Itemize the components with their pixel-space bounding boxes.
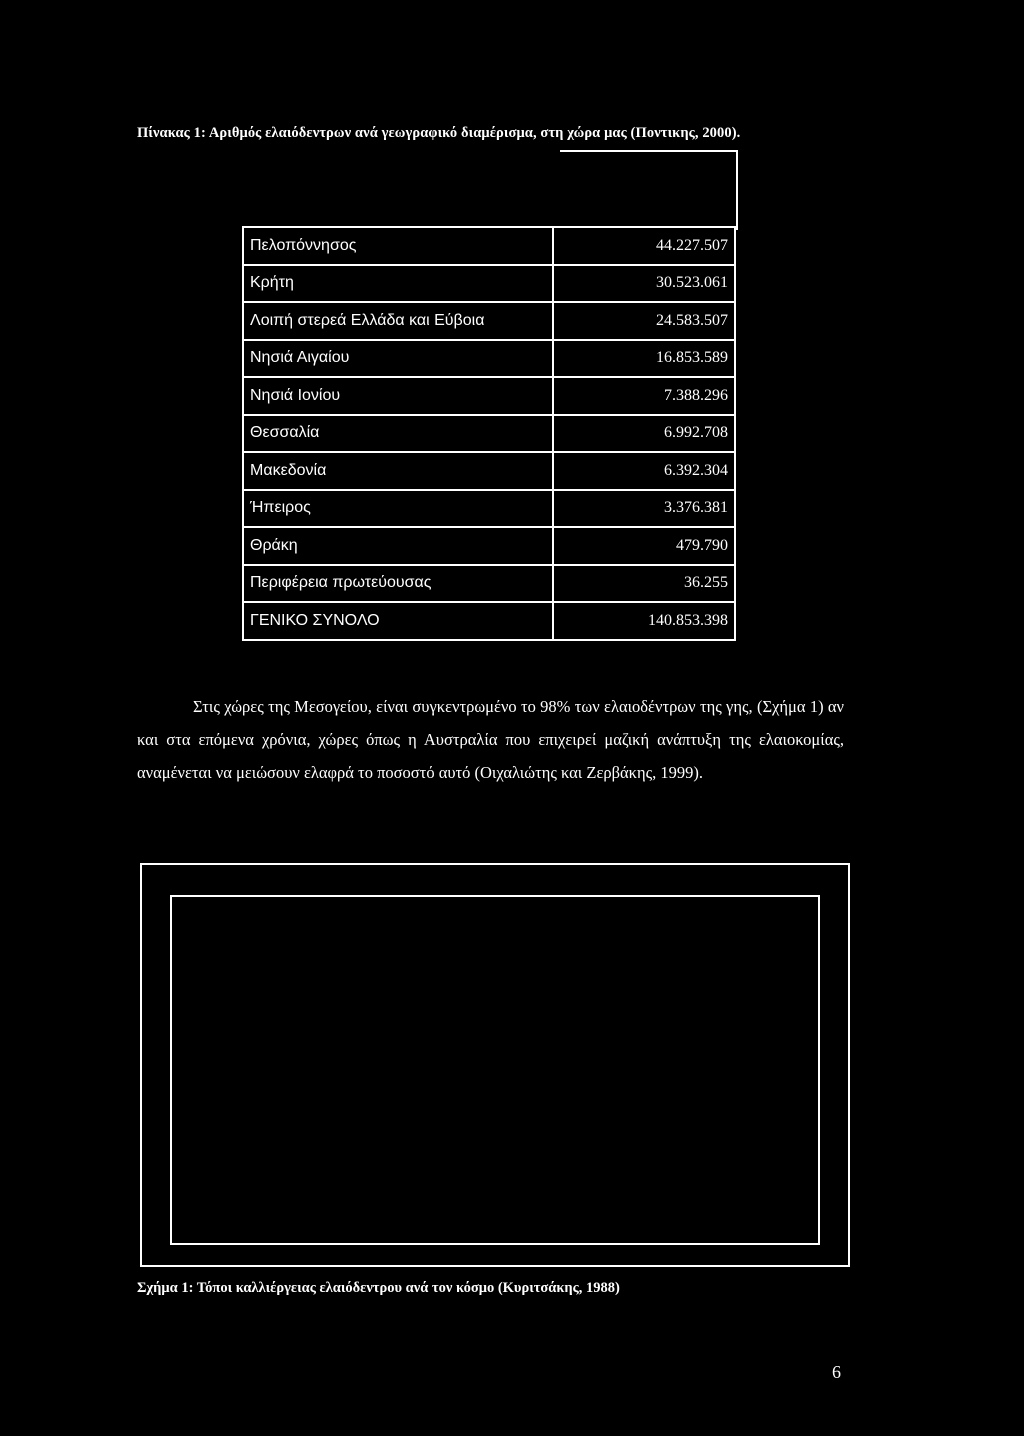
figure-image-placeholder — [170, 895, 820, 1245]
value-cell: 44.227.507 — [553, 227, 735, 265]
region-cell: Κρήτη — [243, 265, 553, 303]
table-row — [243, 265, 735, 303]
region-cell: Θράκη — [243, 527, 553, 565]
olive-trees-table — [242, 226, 736, 641]
value-cell: 24.583.507 — [553, 302, 735, 340]
region-cell: Μακεδονία — [243, 452, 553, 490]
table-caption: Πίνακας 1: Αριθμός ελαιόδεντρων ανά γεωγραφικό διαμέρισμα, στη χώρα μας (Ποντικης, 2000). — [137, 125, 741, 141]
value-cell: 7.388.296 — [553, 377, 735, 415]
table-body — [243, 227, 735, 640]
paragraph-text: Στις χώρες της Μεσογείου, είναι συγκεντρωμένο το 98% των ελαιοδέντρων της γης, (Σχήμα 1) αν και στα επόμενα χρόνια, χώρες όπως η Αυστραλία που επιχειρεί μαζική ανάπτυξη της ελαιοκομίας, αναμένεται να μειώσουν ελαφρά το ποσοστό αυτό (Οιχαλιώτης και Ζερβάκης, 1999). — [137, 697, 844, 782]
value-cell: 16.853.589 — [553, 340, 735, 378]
table-row — [243, 490, 735, 528]
table-row — [243, 565, 735, 603]
figure-frame — [140, 863, 850, 1267]
total-label-cell: ΓΕΝΙΚΟ ΣΥΝΟΛΟ — [243, 602, 553, 640]
table-row — [243, 340, 735, 378]
table-row — [243, 415, 735, 453]
table-row — [243, 377, 735, 415]
region-cell: Λοιπή στερεά Ελλάδα και Εύβοια — [243, 302, 553, 340]
value-cell: 30.523.061 — [553, 265, 735, 303]
region-cell: Θεσσαλία — [243, 415, 553, 453]
value-cell: 6.392.304 — [553, 452, 735, 490]
region-cell: Νησιά Ιονίου — [243, 377, 553, 415]
table-row — [243, 527, 735, 565]
page-number: 6 — [832, 1362, 841, 1382]
table-total-row — [243, 602, 735, 640]
value-cell: 3.376.381 — [553, 490, 735, 528]
figure-caption: Σχήμα 1: Τόποι καλλιέργειας ελαιόδεντρου ανά τον κόσμο (Κυριτσάκης, 1988) — [137, 1280, 620, 1296]
region-cell: Πελοπόννησος — [243, 227, 553, 265]
body-paragraph — [137, 690, 844, 789]
value-cell: 36.255 — [553, 565, 735, 603]
region-cell: Νησιά Αιγαίου — [243, 340, 553, 378]
value-cell: 6.992.708 — [553, 415, 735, 453]
total-value-cell: 140.853.398 — [553, 602, 735, 640]
table-header-frame — [560, 150, 738, 230]
value-cell: 479.790 — [553, 527, 735, 565]
table-row — [243, 452, 735, 490]
table-row — [243, 302, 735, 340]
region-cell: Περιφέρεια πρωτεύουσας — [243, 565, 553, 603]
table-row — [243, 227, 735, 265]
region-cell: Ήπειρος — [243, 490, 553, 528]
